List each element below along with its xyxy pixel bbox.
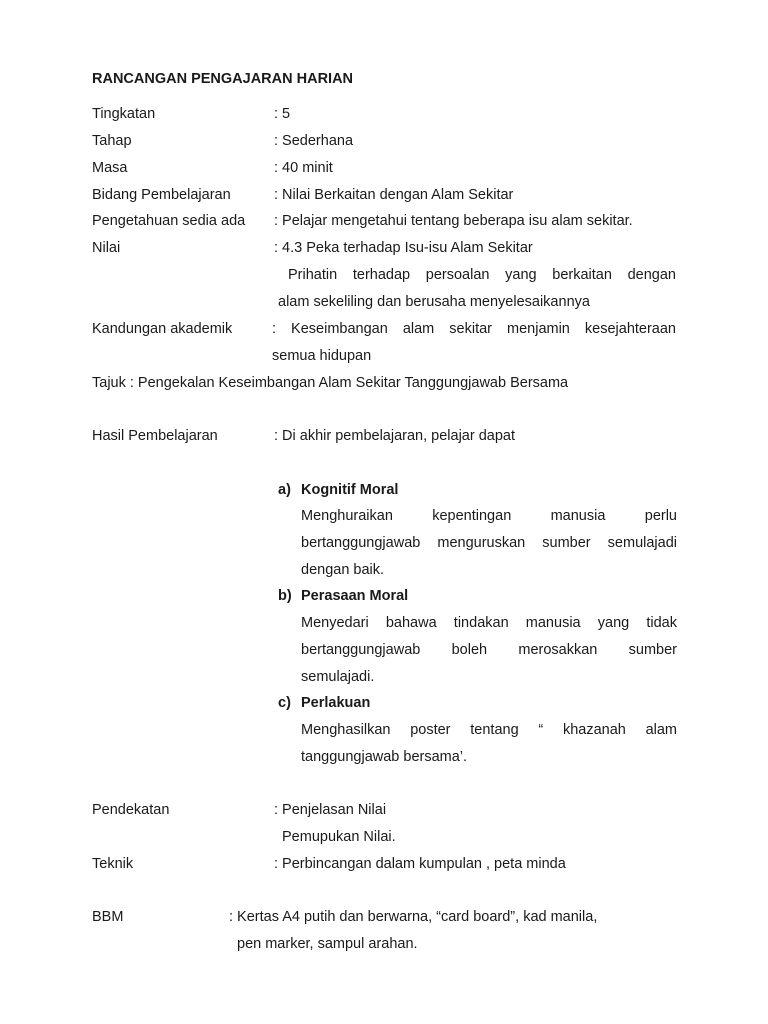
field-label-tingkatan: Tingkatan [92, 106, 156, 122]
field-value-kandungan-cont: semua hidupan [272, 348, 372, 364]
field-value-pendekatan-cont: Pemupukan Nilai. [282, 829, 396, 845]
outcome-b-line-1: Menyedari bahawa tindakan manusia yang tidak [301, 615, 677, 631]
field-value-nilai: : 4.3 Peka terhadap Isu-isu Alam Sekitar [274, 240, 533, 256]
field-value-bbm-cont: pen marker, sampul arahan. [237, 936, 418, 952]
outcome-a-line-3: dengan baik. [301, 562, 385, 578]
field-label-nilai: Nilai [92, 240, 121, 256]
outcome-a-line-2: bertanggungjawab menguruskan sumber semulajadi [301, 535, 677, 551]
tajuk-line: Tajuk : Pengekalan Keseimbangan Alam Sekitar Tanggungjawab Bersama [92, 375, 569, 391]
nilai-description-line-1: Prihatin terhadap persoalan yang berkaitan dengan [288, 267, 676, 283]
field-label-bidang: Bidang Pembelajaran [92, 187, 231, 203]
field-label-pengetahuan: Pengetahuan sedia ada [92, 213, 246, 229]
outcome-marker-b: b) [278, 588, 292, 604]
field-label-masa: Masa [92, 160, 128, 176]
field-value-bbm: : Kertas A4 putih dan berwarna, “card board”, kad manila, [229, 909, 598, 925]
outcome-heading-kognitif: Kognitif Moral [301, 482, 399, 498]
outcome-b-line-3: semulajadi. [301, 669, 375, 685]
outcome-a-line-1: Menghuraikan kepentingan manusia perlu [301, 508, 677, 524]
field-label-tahap: Tahap [92, 133, 132, 149]
field-value-hasil: : Di akhir pembelajaran, pelajar dapat [274, 428, 515, 444]
field-label-teknik: Teknik [92, 856, 134, 872]
outcome-heading-perasaan: Perasaan Moral [301, 588, 409, 604]
field-label-kandungan: Kandungan akademik [92, 321, 233, 337]
field-value-pendekatan: : Penjelasan Nilai [274, 802, 387, 818]
outcome-b-line-2: bertanggungjawab boleh merosakkan sumber [301, 642, 677, 658]
field-value-bidang: : Nilai Berkaitan dengan Alam Sekitar [274, 187, 514, 203]
field-value-tingkatan: : 5 [274, 106, 291, 122]
field-value-teknik: : Perbincangan dalam kumpulan , peta minda [274, 856, 566, 872]
field-value-masa: : 40 minit [274, 160, 333, 176]
field-value-pengetahuan: : Pelajar mengetahui tentang beberapa isu alam sekitar. [274, 213, 633, 229]
page-title: RANCANGAN PENGAJARAN HARIAN [92, 71, 354, 87]
field-value-kandungan: : Keseimbangan alam sekitar menjamin kesejahteraan [272, 321, 676, 337]
outcome-c-line-1: Menghasilkan poster tentang “ khazanah alam [301, 722, 677, 738]
field-value-tahap: : Sederhana [274, 133, 354, 149]
field-label-bbm: BBM [92, 909, 124, 925]
outcome-marker-c: c) [278, 695, 291, 711]
field-label-pendekatan: Pendekatan [92, 802, 170, 818]
nilai-description-line-2: alam sekeliling dan berusaha menyelesaikannya [278, 294, 590, 310]
outcome-c-line-2: tanggungjawab bersama’. [301, 749, 468, 765]
outcome-marker-a: a) [278, 482, 291, 498]
field-label-hasil: Hasil Pembelajaran [92, 428, 218, 444]
outcome-heading-perlakuan: Perlakuan [301, 695, 371, 711]
